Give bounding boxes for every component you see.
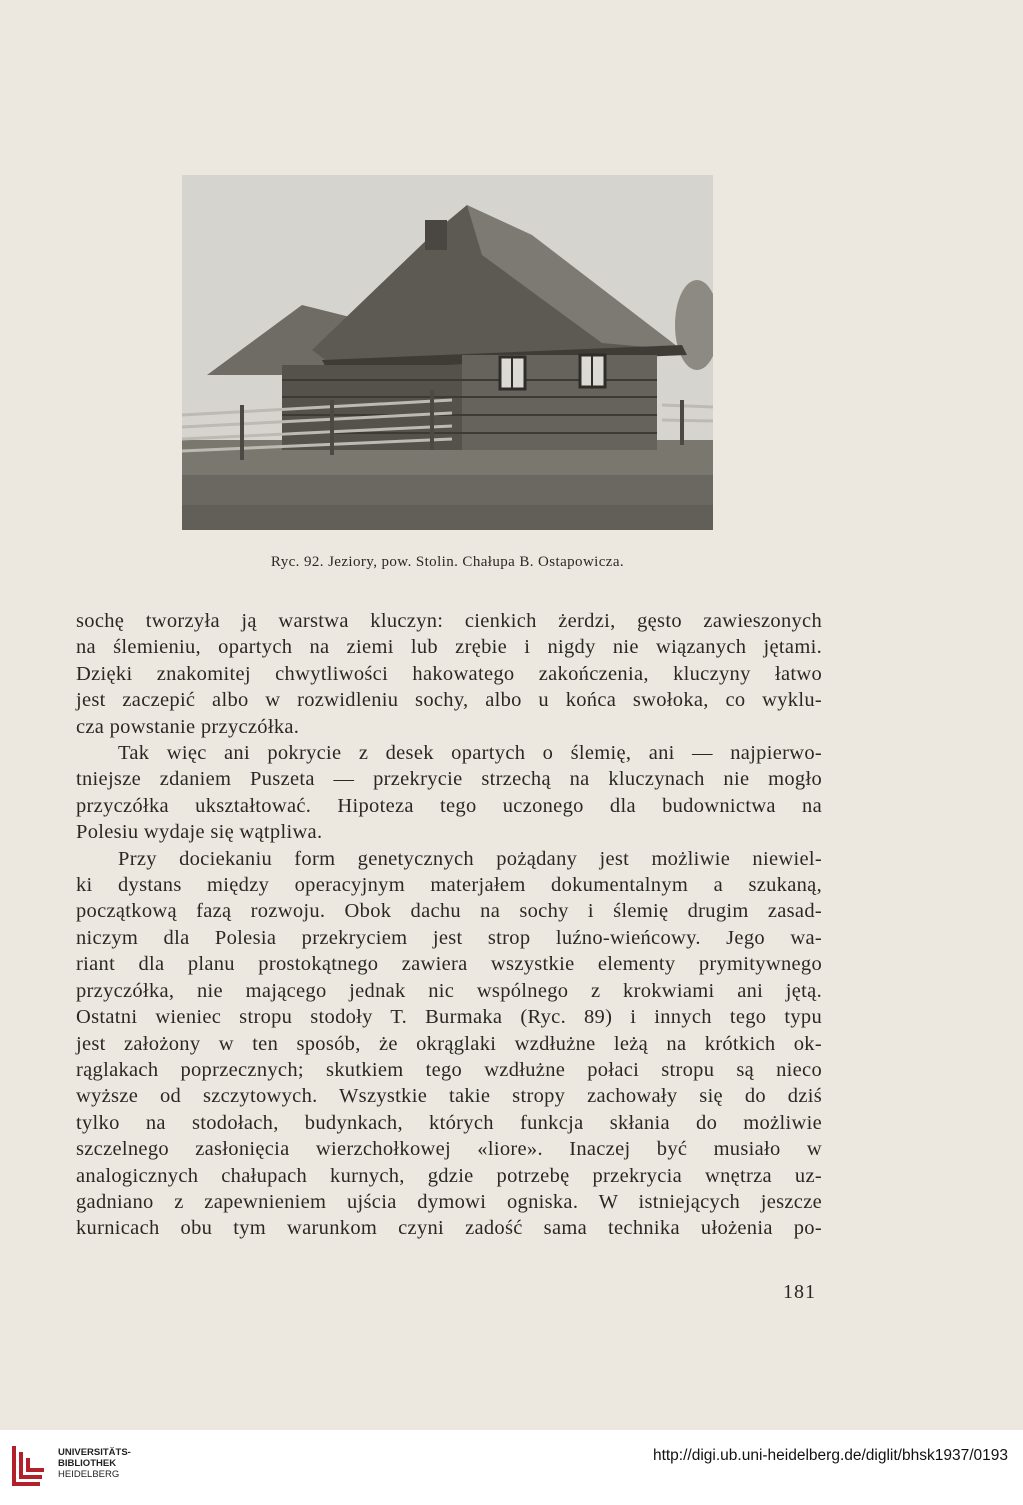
text-line: Dzięki znakomitej chwytliwości hakowatego zakończenia, kluczyny łatwo (76, 662, 822, 685)
footer-bar (0, 1430, 1023, 1505)
text-line: tylko na stodołach, budynkach, których funkcja skłania do możliwie (76, 1111, 822, 1134)
text-line: analogicznych chałupach kurnych, gdzie potrzebę przekrycia wnętrza uz- (76, 1164, 822, 1187)
text-line: sochę tworzyła ją warstwa kluczyn: cienkich żerdzi, gęsto zawieszonych (76, 610, 822, 632)
text-line: riant dla planu prostokątnego zawiera wszystkie elementy prymitywnego (76, 953, 822, 976)
library-name-line: UNIVERSITÄTS- (58, 1447, 131, 1458)
text-line: przyczółka ukształtować. Hipoteza tego uczonego dla budownictwa na (76, 794, 822, 817)
source-url-link[interactable]: http://digi.ub.uni-heidelberg.de/diglit/bhsk1937/0193 (652, 1447, 1008, 1464)
text-line: przyczółka, nie mającego jednak nic wspólnego z krokwiami ani jętą. (76, 979, 822, 1002)
text-line: początkową fazą rozwoju. Obok dachu na sochy i ślemię drugim zasad- (76, 900, 822, 923)
text-line: cza powstanie przyczółka. (76, 715, 300, 738)
figure-caption: Ryc. 92. Jeziory, pow. Stolin. Chałupa B. Ostapowicza. (270, 554, 625, 570)
text-line: na ślemieniu, opartych na ziemi lub zrębie i nigdy nie wiązanych jętami. (76, 636, 822, 659)
text-line: gadniano z zapewnieniem ujścia dymowi ogniska. W istniejących jeszcze (76, 1190, 822, 1213)
text-line: rąglakach poprzecznych; skutkiem tego wzdłużne połaci stropu są nieco (76, 1058, 822, 1081)
house-photograph (182, 175, 713, 530)
library-logo-icon (12, 1444, 46, 1488)
text-line: wyższe od szczytowych. Wszystkie takie stropy zachowały się do dziś (76, 1085, 822, 1108)
text-line: Polesiu wydaje się wątpliwa. (76, 821, 323, 844)
text-line: Tak więc ani pokrycie z desek opartych o ślemię, ani — najpierwo- (118, 742, 822, 765)
text-line: Ostatni wieniec stropu stodoły T. Burmaka (Ryc. 89) i innych tego typu (76, 1006, 822, 1029)
text-line: tniejsze zdaniem Puszeta — przekrycie strzechą na kluczynach nie mogło (76, 768, 822, 791)
text-line: ki dystans między operacyjnym materjałem dokumentalnym a szukaną, (76, 874, 822, 897)
text-line: niczym dla Polesia przekryciem jest strop luźno-wieńcowy. Jego wa- (76, 926, 822, 949)
page-number: 181 (783, 1281, 816, 1303)
text-line: kurnicach obu tym warunkom czyni zadość sama technika ułożenia po- (76, 1217, 822, 1240)
library-name (58, 1447, 131, 1480)
text-line: jest zaczepić albo w rozwidleniu sochy, albo u końca swołoka, co wyklu- (76, 689, 822, 712)
library-name-line: HEIDELBERG (58, 1469, 120, 1480)
text-line: Przy dociekaniu form genetycznych pożądany jest możliwie niewiel- (118, 847, 822, 870)
body-text (76, 608, 822, 1242)
text-line: szczelnego zasłonięcia wierzchołkowej «liore». Inaczej być musiało w (76, 1138, 822, 1161)
library-name-line: BIBLIOTHEK (58, 1458, 117, 1469)
text-line: jest założony w ten sposób, że okrąglaki wzdłużne leżą na krótkich ok- (76, 1032, 822, 1055)
